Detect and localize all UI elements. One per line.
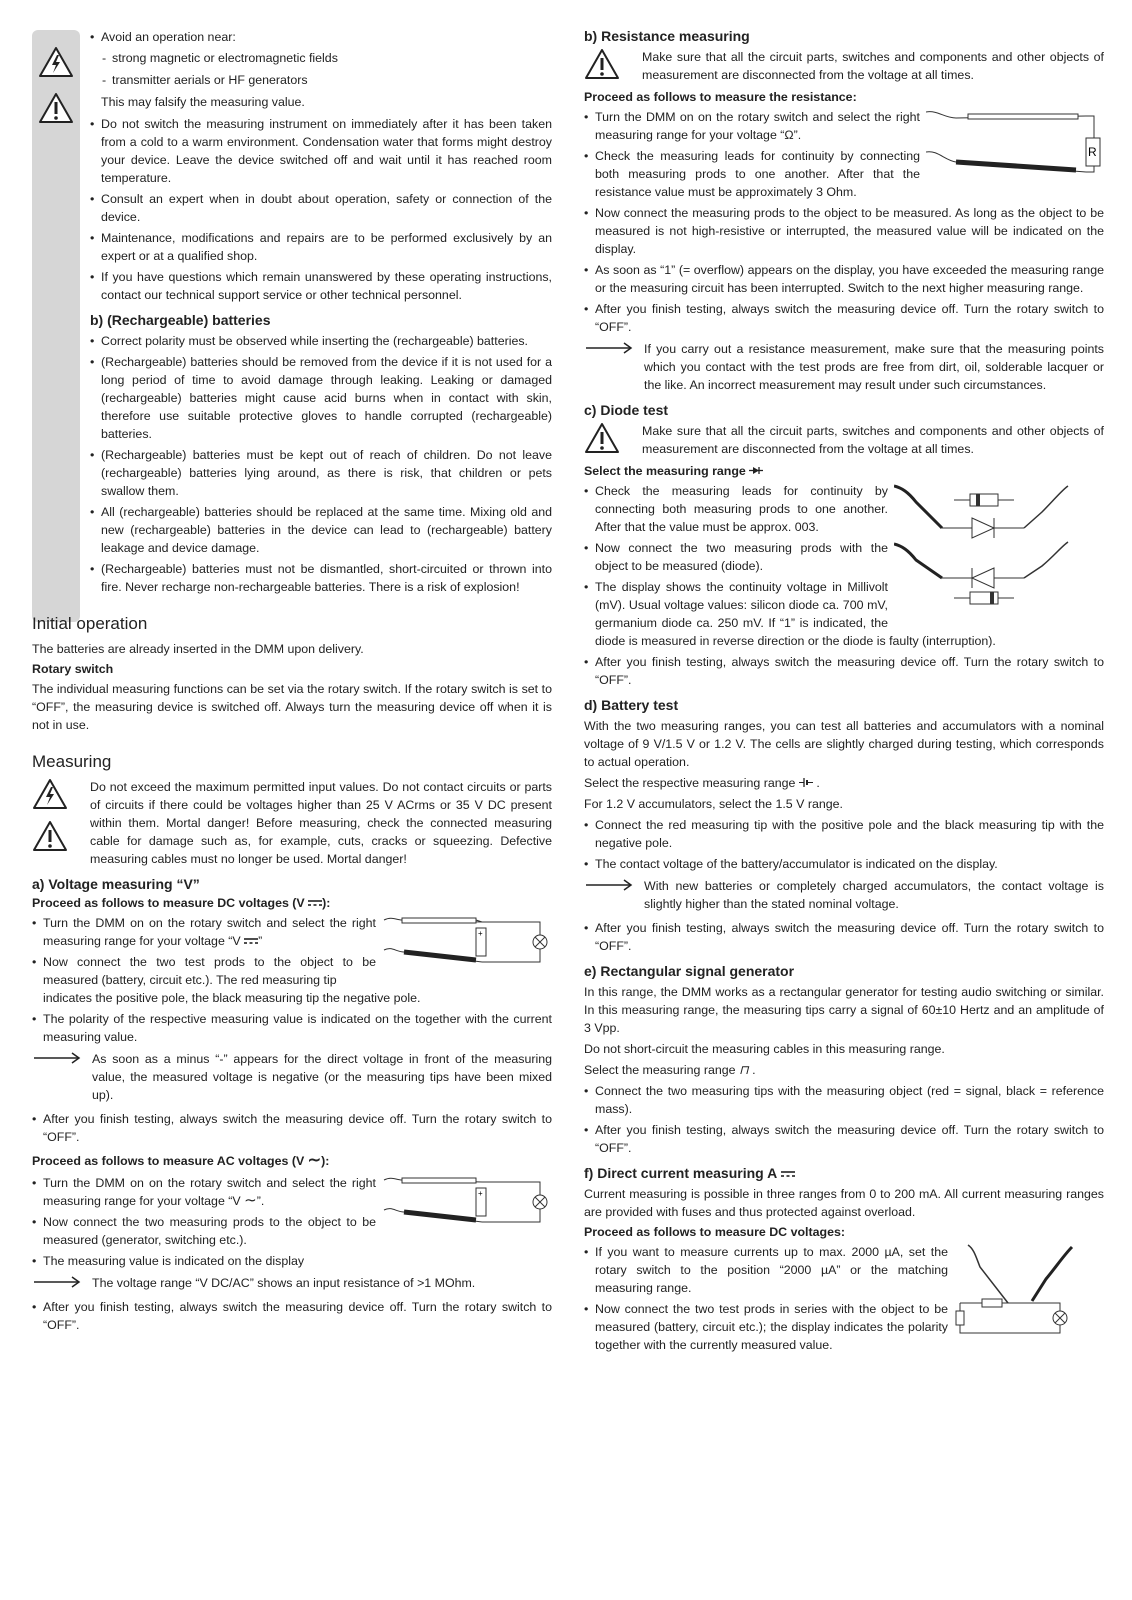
avoid-item: - strong magnetic or electromagnetic fields: [101, 49, 552, 67]
dc-current-step: • If you want to measure currents up to max. 2000 µA, set the rotary switch to the position “2000 µA” or the matching measuring range.: [584, 1243, 1104, 1297]
ac-step: • The measuring value is indicated on the display: [32, 1252, 552, 1270]
battery-bullet: • (Rechargeable) batteries must not be dismantled, short-circuited or thrown into fire. Never recharge non-rechargeable batteries. There is a risk of explosion!: [90, 560, 552, 596]
ac-note: [32, 1274, 552, 1292]
dc-step: • After you finish testing, always switch the measuring device off. Turn the rotary switch to “OFF”.: [32, 1110, 552, 1146]
diode-warning-text: Make sure that all the circuit parts, switches and components and other objects of measurement are disconnected from the voltage at all times.: [642, 424, 1104, 456]
dc-symbol-icon: [308, 898, 322, 907]
dc-step-cont: indicates the positive pole, the black measuring tip the negative pole.: [43, 991, 421, 1005]
svg-text:+: +: [478, 1189, 483, 1198]
arrow-icon: [584, 340, 644, 356]
left-column: [32, 28, 552, 1337]
ac-symbol-icon: ∼: [244, 1192, 257, 1209]
electric-hazard-icon: [32, 778, 68, 810]
resistor-label: R: [1088, 145, 1097, 159]
diode-heading: c) Diode test: [584, 402, 669, 418]
ac-note-text: The voltage range “V DC/AC” shows an input resistance of >1 MOhm.: [92, 1276, 476, 1290]
arrow-icon: [584, 877, 644, 893]
diode-step: • Now connect the two measuring prods with the object to be measured (diode).: [584, 539, 1104, 575]
rect-step: • After you finish testing, always switch the measuring device off. Turn the rotary switch to “OFF”.: [584, 1121, 1104, 1157]
right-column: [584, 28, 1104, 1357]
battery-bullet: • Correct polarity must be observed while inserting the (rechargeable) batteries.: [90, 332, 552, 350]
resistance-step: • Turn the DMM on on the rotary switch and select the right measuring range for your voltage “Ω”.: [584, 108, 1104, 144]
diode-proc-heading: Select the measuring range: [584, 464, 1104, 478]
rotary-heading: Rotary switch: [32, 662, 114, 676]
battery-select: Select the respective measuring range .: [584, 776, 820, 790]
warning-icon: [32, 820, 68, 852]
resistance-note: [584, 340, 1104, 394]
battery-note-text: With new batteries or completely charged accumulators, the contact voltage is slightly higher than the stated nominal voltage.: [644, 879, 1104, 911]
dc-step: • Turn the DMM on on the rotary switch and select the right measuring range for your voltage “V ”: [32, 914, 552, 950]
initial-operation-heading: Initial operation: [32, 614, 148, 633]
battery-bullet: • (Rechargeable) batteries should be removed from the device if it is not used for a long period of time to avoid damage through leaking. Leaking or damaged (rechargeable) batteries might cause acid burns when in contact with skin, therefore use suitable protective gloves to handle corrupted (rechargeable) batteries.: [90, 353, 552, 443]
battery-accu: For 1.2 V accumulators, select the 1.5 V range.: [584, 797, 843, 811]
dc-current-proc-heading: Proceed as follows to measure DC voltages:: [584, 1225, 845, 1239]
dc-step: • Now connect the two test prods to the object to be measured (battery, circuit etc.). The red measuring tip: [32, 953, 552, 989]
dc-step: • The polarity of the respective measuring value is indicated on the together with the current measuring value.: [32, 1010, 552, 1046]
dc-current-text: Current measuring is possible in three ranges from 0 to 200 mA. All current measuring ranges are provided with fuses and thus protected against overload.: [584, 1187, 1104, 1219]
resistance-step: • As soon as “1” (= overflow) appears on the display, you have exceeded the measuring range or the measuring circuit has been interrupted. Switch to the next higher measuring range.: [584, 261, 1104, 297]
rotary-text: The individual measuring functions can be set via the rotary switch. If the rotary switch is set to “OFF”, the measuring device is switched off. Always turn the measuring device off when it is not in use.: [32, 682, 552, 732]
safety-bullet: • Maintenance, modifications and repairs are to be performed exclusively by an expert or at a qualified shop.: [90, 229, 552, 265]
measuring-warning: [32, 778, 552, 868]
rect-step: • Connect the two measuring tips with the measuring object (red = signal, black = reference mass).: [584, 1082, 1104, 1118]
battery-bullet: • All (rechargeable) batteries should be replaced at the same time. Mixing old and new (rechargeable) batteries in the device can lead to (rechargeable) battery leakage and device damage.: [90, 503, 552, 557]
safety-bullet: • If you have questions which remain unanswered by these operating instructions, contact our technical support service or other technical personnel.: [90, 268, 552, 304]
avoid-note: This may falsify the measuring value.: [101, 95, 305, 109]
rect-heading: e) Rectangular signal generator: [584, 963, 795, 979]
ac-step: • Turn the DMM on on the rotary switch and select the right measuring range for your voltage “V ∼”.: [32, 1174, 552, 1210]
battery-step: • The contact voltage of the battery/accumulator is indicated on the display.: [584, 855, 1104, 873]
ac-symbol-icon: ∼: [307, 1152, 322, 1169]
resistance-step: • Check the measuring leads for continuity by connecting both measuring prods to one another. After that the resistance value must be approximately 3 Ohm.: [584, 147, 1104, 201]
batteries-heading: b) (Rechargeable) batteries: [90, 312, 271, 328]
battery-step: • Connect the red measuring tip with the positive pole and the black measuring tip with the negative pole.: [584, 816, 1104, 852]
arrow-icon: [32, 1274, 92, 1290]
measuring-warning-text: Do not exceed the maximum permitted input values. Do not contact circuits or parts of circuits if there could be voltages higher than 25 V ACrms or 35 V DC present within them. Mortal danger! Before measuring, check the connected measuring cable for damage such as, for example, cuts, cracks or squeezing. Defective measuring cables must no longer be used. Mortal danger!: [90, 780, 552, 866]
initial-text: The batteries are already inserted in the DMM upon delivery.: [32, 642, 364, 656]
diode-symbol-icon: [749, 466, 763, 475]
safety-notes: [90, 28, 552, 596]
battery-note: [584, 877, 1104, 913]
battery-test-heading: d) Battery test: [584, 697, 679, 713]
safety-bullet: • Do not switch the measuring instrument on immediately after it has been taken from a cold to a warm environment. Condensation water that forms might destroy your device. Leave the device switched off and wait until it has reached room temperature.: [90, 115, 552, 187]
resistance-step: • Now connect the measuring prods to the object to be measured. As long as the object to be measured is not high-resistive or interrupted, the measured value will be indicated on the display.: [584, 204, 1104, 258]
battery-test-text: With the two measuring ranges, you can test all batteries and accumulators with a nominal voltage of 9 V/1.5 V or 1.2 V. The cells are slightly charged during testing, which corresponds to actual operation.: [584, 719, 1104, 769]
diode-warning: [584, 422, 1104, 458]
diode-step: • After you finish testing, always switch the measuring device off. Turn the rotary switch to “OFF”.: [584, 653, 1104, 689]
diode-step: • The display shows the continuity voltage in Millivolt (mV). Usual voltage values: silicon diode ca. 700 mV, germanium diode ca. 250 mV. If “1” is indicated, the diode is measured in reverse direction or the diode is faulty (interruption).: [584, 578, 1104, 650]
square-wave-icon: ⊓: [738, 1063, 749, 1077]
avoid-item: - transmitter aerials or HF generators: [101, 71, 552, 89]
svg-text:+: +: [478, 929, 483, 938]
arrow-icon: [32, 1050, 92, 1066]
safety-bullet: • Consult an expert when in doubt about operation, safety or connection of the device.: [90, 190, 552, 226]
warning-icon: [584, 422, 620, 454]
resistance-proc-heading: Proceed as follows to measure the resistance:: [584, 90, 857, 104]
resistance-note-text: If you carry out a resistance measurement, make sure that the measuring points which you contact with the test prods are free from dirt, oil, solderable lacquer or the like. An incorrect measurement may result under such circumstances.: [644, 342, 1104, 392]
resistance-warning: [584, 48, 1104, 84]
battery-bullet: • (Rechargeable) batteries must be kept out of reach of children. Do not leave (rechargeable) batteries lying around, as there is risk, that children or pets swallow them.: [90, 446, 552, 500]
resistance-warning-text: Make sure that all the circuit parts, switches and components and other objects of measurement are disconnected from the voltage at all times.: [642, 50, 1104, 82]
rect-select: Select the measuring range ⊓ .: [584, 1063, 756, 1077]
dc-current-heading: f) Direct current measuring A: [584, 1165, 1104, 1181]
rect-short: Do not short-circuit the measuring cables in this measuring range.: [584, 1042, 945, 1056]
ac-step: • Now connect the two measuring prods to the object to be measured (generator, switching etc.).: [32, 1213, 552, 1249]
dc-symbol-icon: [244, 936, 258, 945]
resistance-step: • After you finish testing, always switch the measuring device off. Turn the rotary switch to “OFF”.: [584, 300, 1104, 336]
dc-current-step: • Now connect the two test prods in series with the object to be measured (battery, circuit etc.); the display indicates the polarity together with the currently measured value.: [584, 1300, 1104, 1354]
warning-icon: [584, 48, 620, 80]
ac-step: • After you finish testing, always switch the measuring device off. Turn the rotary switch to “OFF”.: [32, 1298, 552, 1334]
battery-symbol-icon: [799, 778, 813, 787]
dc-heading: Proceed as follows to measure DC voltages (V ):: [32, 896, 331, 910]
diode-step: • Check the measuring leads for continuity by connecting both measuring prods to one another. After that the value must be approx. 003.: [584, 482, 1104, 536]
voltage-heading: a) Voltage measuring “V”: [32, 876, 200, 892]
dc-note: [32, 1050, 552, 1104]
rect-text: In this range, the DMM works as a rectangular generator for testing audio switching or similar. In this measuring range, the measuring tips carry a signal of 60±10 Hertz and an amplitude of 3 Vpp.: [584, 985, 1104, 1035]
resistance-heading: b) Resistance measuring: [584, 28, 750, 44]
ac-heading: Proceed as follows to measure AC voltages (V ∼):: [32, 1152, 330, 1169]
measuring-heading: Measuring: [32, 752, 112, 771]
dc-note-text: As soon as a minus “-” appears for the direct voltage in front of the measuring value, the measured voltage is negative (or the measuring tips have been mixed up).: [92, 1052, 552, 1102]
safety-bullet: • Avoid an operation near:: [90, 28, 552, 46]
dc-symbol-icon: [781, 1169, 795, 1178]
battery-step: • After you finish testing, always switch the measuring device off. Turn the rotary switch to “OFF”.: [584, 919, 1104, 955]
